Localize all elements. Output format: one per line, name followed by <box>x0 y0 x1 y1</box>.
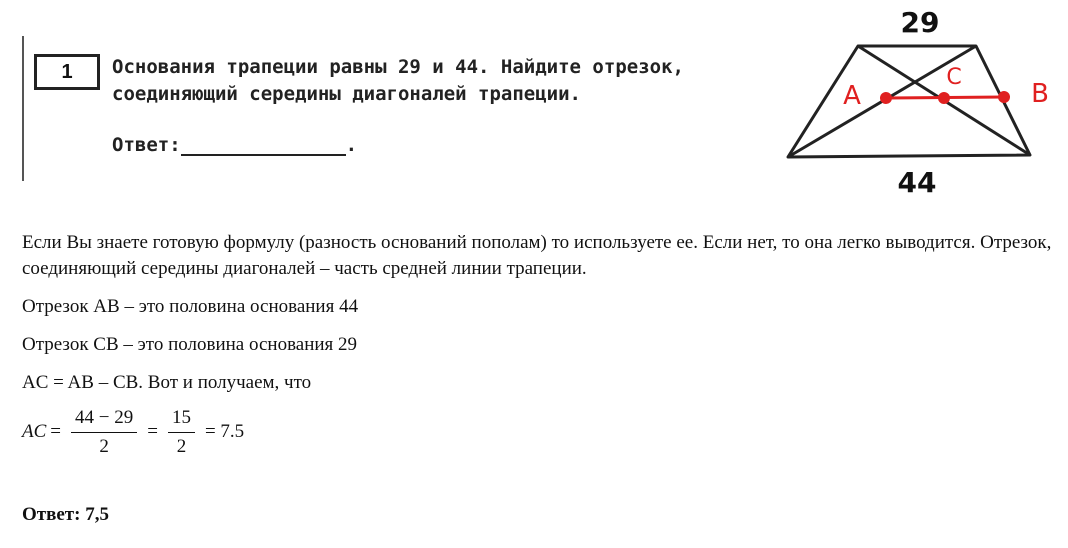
answer-blank-line <box>181 136 346 156</box>
task-number-box: 1 <box>34 54 100 90</box>
solution-intro: Если Вы знаете готовую формулу (разность оснований пополам) то используете ее. Если нет, то она легко выводится. Отрезок, соединяющий середины диагоналей – часть средней линии трапеции. <box>22 232 1052 279</box>
label-point-c: C <box>946 65 962 90</box>
point-c-dot <box>938 92 950 104</box>
formula-equals-1: = <box>50 421 61 442</box>
task-statement: Основания трапеции равны 29 и 44. Найдите отрезок, соединяющий середины диагоналей трапеции. <box>112 56 684 105</box>
solution-step-ac: AC = AB – CB. Вот и получаем, что <box>22 372 312 393</box>
label-top-base: 29 <box>900 6 940 39</box>
fraction-2-denominator: 2 <box>176 435 187 457</box>
formula <box>22 404 248 460</box>
formula-fraction-1 <box>71 407 137 458</box>
task-margin-line <box>22 36 24 181</box>
point-b-dot <box>998 91 1010 103</box>
point-a-dot <box>880 92 892 104</box>
final-answer: Ответ: 7,5 <box>22 504 109 525</box>
trapezoid-outline <box>788 46 1030 157</box>
formula-equals-2: = <box>147 421 158 442</box>
solution-step-cb: Отрезок CB – это половина основания 29 <box>22 334 358 355</box>
fraction-2-numerator: 15 <box>168 407 195 433</box>
solution-step-ab: Отрезок AB – это половина основания 44 <box>22 296 359 317</box>
formula-result: = 7.5 <box>204 421 245 442</box>
label-point-a: A <box>843 81 861 111</box>
formula-fraction-2 <box>168 407 195 458</box>
label-bottom-base: 44 <box>897 166 937 199</box>
fraction-1-numerator: 44 − 29 <box>71 407 137 433</box>
fraction-1-denominator: 2 <box>99 435 109 457</box>
trapezoid-figure <box>780 0 1068 200</box>
task-answer-field: Ответ: . <box>112 134 358 156</box>
task-answer-label: Ответ: <box>112 134 181 156</box>
label-point-b: B <box>1031 79 1049 109</box>
task-card <box>22 36 782 181</box>
formula-lhs: AC <box>22 421 47 442</box>
